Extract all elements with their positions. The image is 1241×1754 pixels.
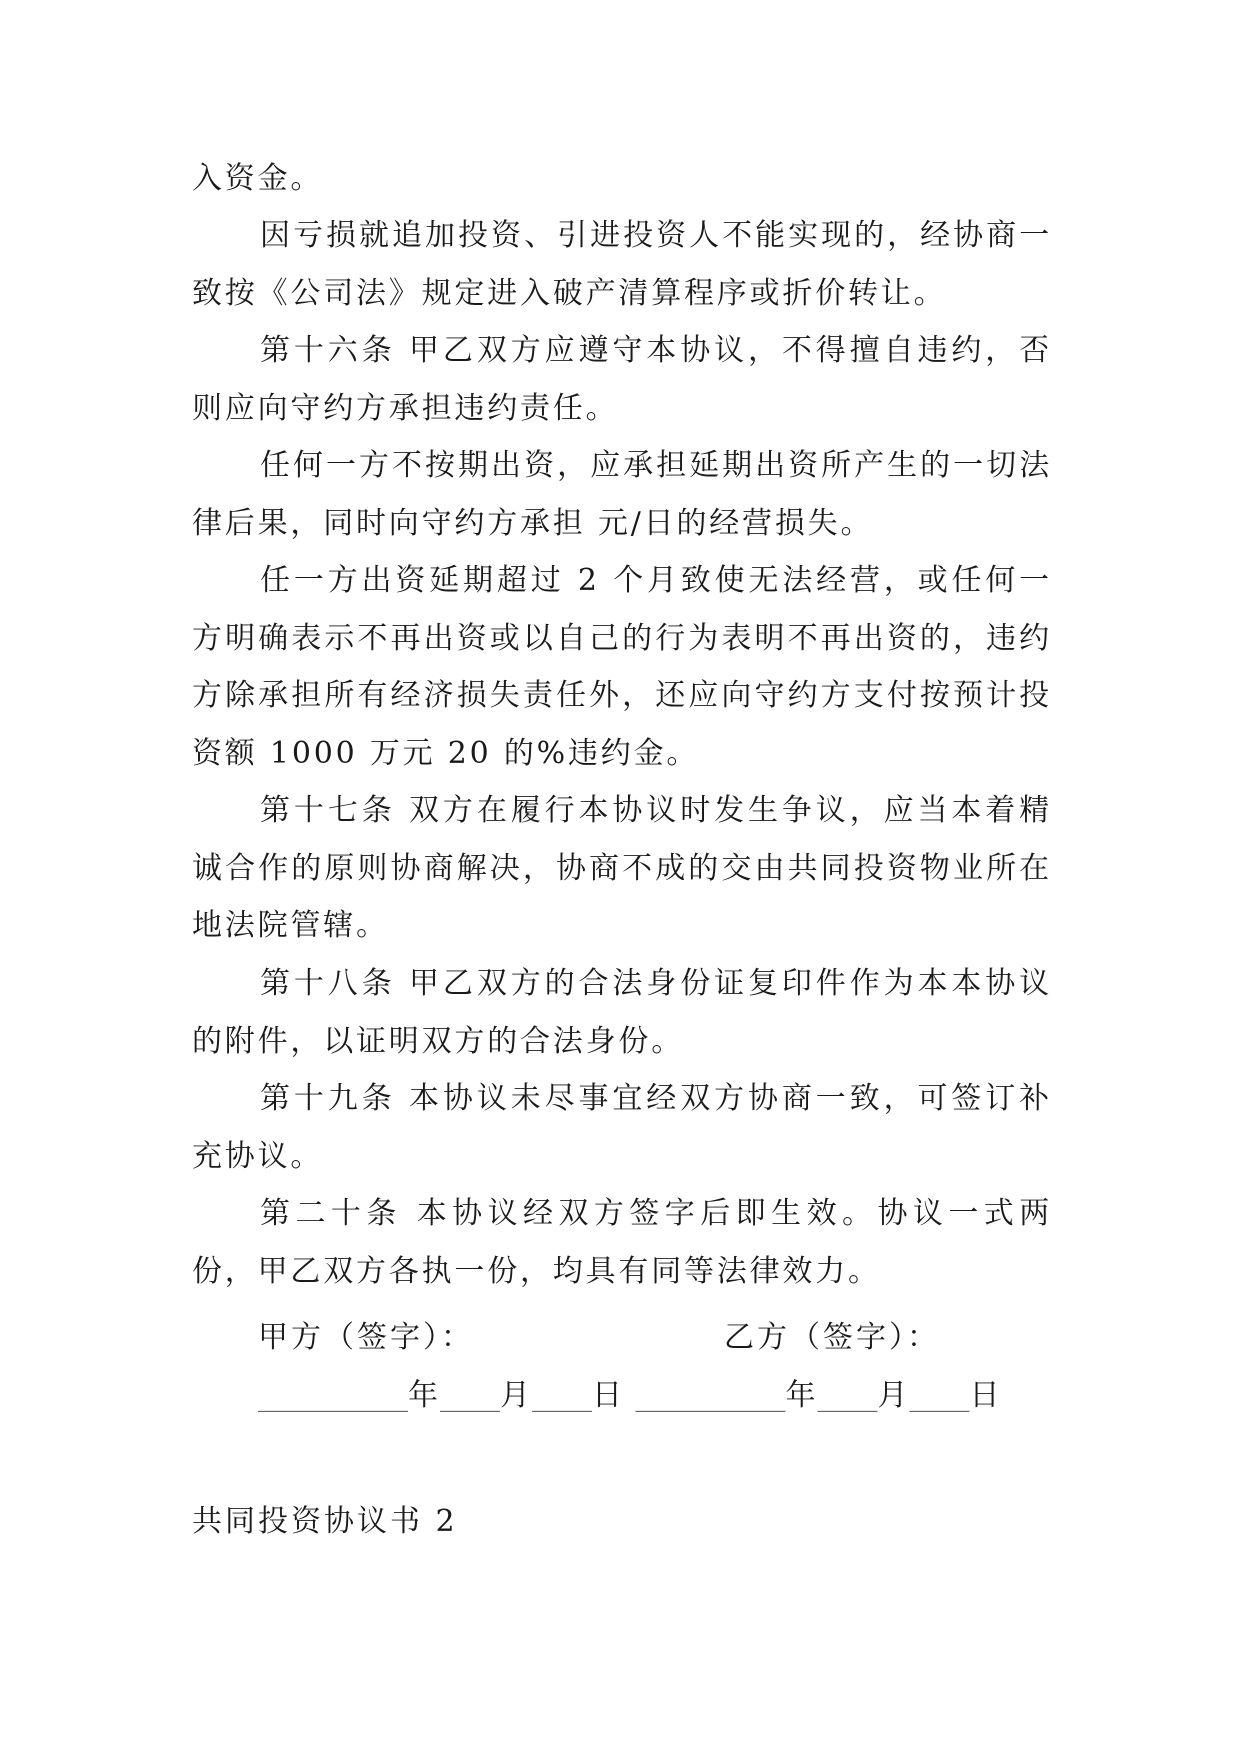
next-document-title: 共同投资协议书 2 [192,1504,458,1539]
month-label-b: 月 [877,1378,910,1413]
year-blank-b: __________ [635,1378,786,1413]
article-20: 第二十条 本协议经双方签字后即生效。协议一式两份，甲乙双方各执一份，均具有同等法律效力。 [192,1196,1052,1289]
date-line [258,1374,1058,1418]
month-label-a: 月 [500,1378,532,1413]
year-label-b: 年 [785,1378,818,1413]
article-16: 第十六条 甲乙双方应遵守本协议，不得擅自违约，否则应向守约方承担违约责任。 [192,333,1052,426]
day-blank-a: ____ [532,1378,592,1413]
day-blank-b: ____ [909,1378,970,1413]
month-blank-b: ____ [817,1378,878,1413]
paragraph-2: 因亏损就追加投资、引进投资人不能实现的，经协商一致按《公司法》规定进入破产清算程序或折价转让。 [192,218,1052,311]
article-19: 第十九条 本协议未尽事宜经双方协商一致，可签订补充协议。 [192,1081,1052,1174]
party-b-signature-label: 乙方（签字）： [724,1320,940,1355]
article-18: 第十八条 甲乙双方的合法身份证复印件作为本本协议的附件，以证明双方的合法身份。 [192,966,1052,1059]
year-blank-a: __________ [258,1378,408,1413]
party-a-signature-label: 甲方（签字）： [258,1320,474,1355]
paragraph-1: 入资金。 [192,161,324,196]
day-label-b: 日 [969,1378,1002,1413]
month-blank-a: ____ [440,1378,500,1413]
day-label-a: 日 [592,1378,624,1413]
year-label-a: 年 [408,1378,440,1413]
signature-row [258,1318,1058,1358]
paragraph-4: 任何一方不按期出资，应承担延期出资所产生的一切法律后果，同时向守约方承担 元/日的经营损失。 [192,448,1052,541]
article-17: 第十七条 双方在履行本协议时发生争议，应当本着精诚合作的原则协商解决，协商不成的交由共同投资物业所在地法院管辖。 [192,793,1052,943]
paragraph-5: 任一方出资延期超过 2 个月致使无法经营，或任何一方明确表示不再出资或以自己的行为表明不再出资的，违约方除承担所有经济损失责任外，还应向守约方支付按预计投资额 1000 万元 20 的%违约金。 [192,563,1052,771]
